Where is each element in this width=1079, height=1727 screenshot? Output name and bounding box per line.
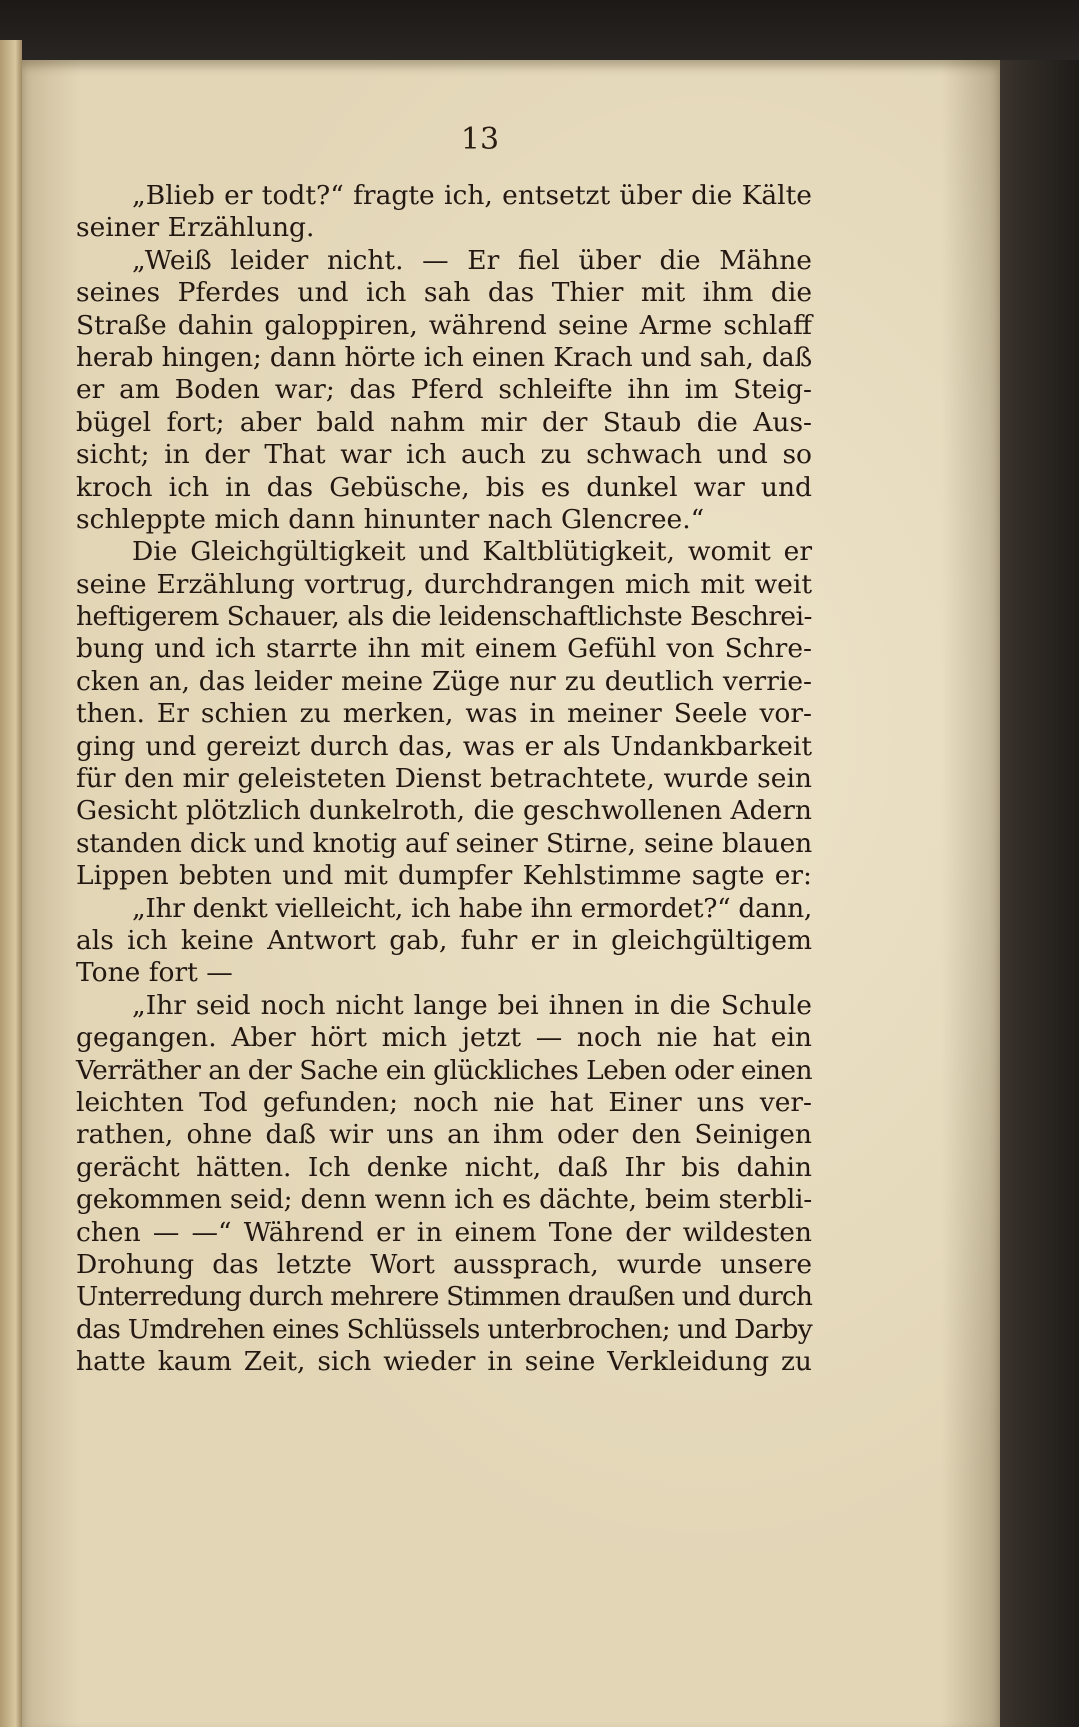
text-line: kroch ich in das Gebüsche, bis es dunkel war und	[76, 471, 812, 503]
page-number: 13	[460, 122, 500, 157]
text-line: herab hingen; dann hörte ich einen Krach und sah, daß	[76, 341, 812, 373]
text-line: ging und gereizt durch das, was er als Undankbarkeit	[76, 730, 812, 762]
text-line: seine Erzählung vortrug, durchdrangen mich mit weit	[76, 568, 812, 600]
text-line: standen dick und knotig auf seiner Stirne, seine blauen	[76, 827, 812, 859]
text-line: seines Pferdes und ich sah das Thier mit ihm die	[76, 277, 812, 309]
text-line: Lippen bebten und mit dumpfer Kehlstimme sagte er:	[76, 860, 812, 892]
text-line: gekommen seid; denn wenn ich es dächte, beim sterbli-	[76, 1184, 812, 1216]
body-text	[76, 180, 812, 1378]
text-line: rathen, ohne daß wir uns an ihm oder den Seinigen	[76, 1119, 812, 1151]
text-line: Die Gleichgültigkeit und Kaltblütigkeit, womit er	[132, 536, 812, 568]
book-cover-edge	[1000, 60, 1079, 1727]
text-line: gerächt hätten. Ich denke nicht, daß Ihr bis dahin	[76, 1151, 812, 1183]
text-line: sicht; in der That war ich auch zu schwach und so	[76, 439, 812, 471]
text-line: heftigerem Schauer, als die leidenschaftlichste Beschrei-	[76, 601, 812, 633]
text-line: Straße dahin galoppiren, während seine Arme schlaff	[76, 309, 812, 341]
text-line: hatte kaum Zeit, sich wieder in seine Verkleidung zu	[76, 1346, 812, 1378]
text-line: Gesicht plötzlich dunkelroth, die geschwollenen Adern	[76, 795, 812, 827]
text-line: Tone fort —	[76, 957, 233, 989]
text-line: das Umdrehen eines Schlüssels unterbrochen; und Darby	[76, 1313, 812, 1345]
text-line: für den mir geleisteten Dienst betrachtete, wurde sein	[76, 763, 812, 795]
text-line: chen — —“ Während er in einem Tone der wildesten	[76, 1216, 812, 1248]
text-line: seiner Erzählung.	[76, 212, 315, 244]
text-line: Drohung das letzte Wort aussprach, wurde unsere	[76, 1248, 812, 1280]
text-line: „Ihr denkt vielleicht, ich habe ihn ermordet?“ dann,	[132, 892, 812, 924]
text-line: bügel fort; aber bald nahm mir der Staub die Aus-	[76, 406, 812, 438]
text-line: Verräther an der Sache ein glückliches Leben oder einen	[76, 1054, 812, 1086]
text-line: er am Boden war; das Pferd schleifte ihn im Steig-	[76, 374, 812, 406]
text-line: „Weiß leider nicht. — Er fiel über die Mähne	[132, 244, 812, 276]
text-line: bung und ich starrte ihn mit einem Gefühl von Schre-	[76, 633, 812, 665]
text-line: cken an, das leider meine Züge nur zu deutlich verrie-	[76, 665, 812, 697]
text-line: „Blieb er todt?“ fragte ich, entsetzt über die Kälte	[132, 180, 812, 211]
text-line: leichten Tod gefunden; noch nie hat Einer uns ver-	[76, 1086, 812, 1118]
previous-page-edge	[0, 40, 22, 1727]
text-line: gegangen. Aber hört mich jetzt — noch nie hat ein	[76, 1022, 812, 1054]
text-line: then. Er schien zu merken, was in meiner Seele vor-	[76, 698, 812, 730]
text-line: Unterredung durch mehrere Stimmen draußen und durch	[76, 1281, 812, 1313]
text-line: als ich keine Antwort gab, fuhr er in gleichgültigem	[76, 924, 812, 956]
text-line: schleppte mich dann hinunter nach Glencree.“	[76, 503, 705, 535]
text-line: „Ihr seid noch nicht lange bei ihnen in die Schule	[132, 989, 812, 1021]
